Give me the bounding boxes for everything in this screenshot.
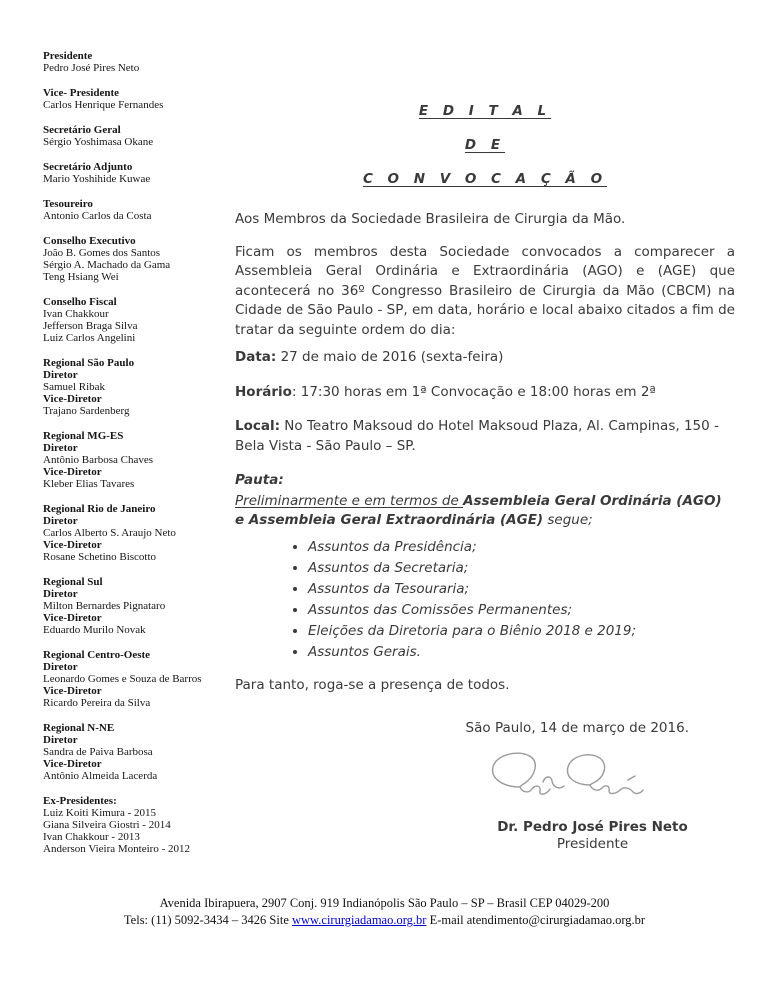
sidebar-group <box>43 124 233 148</box>
sidebar-role-label: Regional MG-ES <box>43 430 124 442</box>
footer-tel: Tels: (11) 5092-3434 – 3426 Site <box>123 913 292 927</box>
sidebar-group <box>43 430 233 490</box>
signature-area <box>480 745 660 805</box>
agenda-item: • Assuntos da Tesouraria; <box>308 579 735 599</box>
heading-text: D E <box>464 137 506 153</box>
agenda-intro <box>235 492 735 531</box>
sidebar-person-name: Mario Yoshihide Kuwae <box>43 173 151 185</box>
agenda-intro-bold: Assembleia Geral Ordinária (AGO) e Assembleia Geral Extraordinária (AGE) <box>235 492 722 528</box>
sidebar-group <box>43 161 233 185</box>
sidebar-person-name: Carlos Alberto S. Araujo Neto <box>43 527 176 539</box>
sidebar-role-label: Diretor <box>43 734 78 746</box>
sidebar-group <box>43 87 233 111</box>
location-label: Local: <box>235 418 281 434</box>
closing-line: Para tanto, roga-se a presença de todos. <box>235 676 510 693</box>
sidebar-person-name: Anderson Vieira Monteiro - 2012 <box>43 843 190 855</box>
sidebar-role-label: Diretor <box>43 515 78 527</box>
sidebar-role-label: Vice-Diretor <box>43 685 102 697</box>
footer-address: Avenida Ibirapuera, 2907 Conj. 919 Indianópolis São Paulo – SP – Brasil CEP 04029-200 <box>159 896 610 910</box>
sidebar-person-name: Samuel Ribak <box>43 381 106 393</box>
sidebar-person-name: Pedro José Pires Neto <box>43 62 140 74</box>
sidebar-role-label: Conselho Fiscal <box>43 296 117 308</box>
sidebar-role-label: Vice-Diretor <box>43 758 102 770</box>
signatory-name: Dr. Pedro José Pires Neto <box>497 818 688 835</box>
sidebar-group <box>43 503 233 563</box>
sidebar-person-name: Giana Silveira Giostri - 2014 <box>43 819 171 831</box>
footer-email: E-mail atendimento@cirurgiadamao.org.br <box>426 913 646 927</box>
agenda-heading: Pauta: <box>235 472 284 488</box>
sidebar-person-name: Ricardo Pereira da Silva <box>43 697 151 709</box>
footer-contacts <box>0 912 769 929</box>
sidebar-group <box>43 235 233 283</box>
notice-body <box>235 103 735 853</box>
sidebar-person-name: Antônio Almeida Lacerda <box>43 770 158 782</box>
sidebar-role-label: Tesoureiro <box>43 198 93 210</box>
sidebar-role-label: Presidente <box>43 50 93 62</box>
heading-line-1 <box>235 103 735 120</box>
sidebar-group <box>43 198 233 222</box>
sidebar-group <box>43 576 233 636</box>
time-field <box>235 383 735 403</box>
sidebar-person-name: Milton Bernardes Pignataro <box>43 600 166 612</box>
sidebar-person-name: Antônio Barbosa Chaves <box>43 454 153 466</box>
heading-line-3 <box>235 171 735 188</box>
heading-text: E D I T A L <box>418 103 552 119</box>
agenda-intro-tail: segue; <box>543 512 593 528</box>
sidebar-person-name: Kleber Elias Tavares <box>43 478 135 490</box>
date-field <box>235 348 735 368</box>
date-label: Data: <box>235 349 277 365</box>
sidebar-role-label: Regional São Paulo <box>43 357 135 369</box>
edital-heading <box>235 103 735 188</box>
signatory-block <box>450 819 735 853</box>
sidebar-group <box>43 795 233 855</box>
sidebar-role-label: Regional Sul <box>43 576 103 588</box>
heading-line-2 <box>235 137 735 154</box>
time-label: Horário <box>235 383 292 400</box>
salutation: Aos Membros da Sociedade Brasileira de Cirurgia da Mão. <box>235 211 626 227</box>
sidebar-group <box>43 296 233 344</box>
sidebar-role-label: Diretor <box>43 588 78 600</box>
date-value: 27 de maio de 2016 (sexta-feira) <box>276 349 504 365</box>
signature-image <box>480 745 660 805</box>
sidebar-role-label: Diretor <box>43 369 78 381</box>
intro-paragraph: Ficam os membros desta Sociedade convocados a comparecer a Assembleia Geral Ordinária e Extraordinária (AGO) e (AGE) que acontecerá no 36º Congresso Brasileiro de Cirurgia da Mão (CBCM) na Cidade de São Paulo - SP, em data, horário e local abaixo citados a fim de tratar da seguinte ordem do dia: <box>235 243 735 338</box>
sidebar-role-label: Vice-Diretor <box>43 466 102 478</box>
time-value: : 17:30 horas em 1ª Convocação e 18:00 horas em 2ª <box>291 383 656 400</box>
sidebar-role-label: Diretor <box>43 442 78 454</box>
sidebar-role-label: Diretor <box>43 661 78 673</box>
sidebar-person-name: Luiz Koiti Kimura - 2015 <box>43 807 157 819</box>
agenda-intro-underlined: Preliminarmente e em termos de <box>235 492 464 509</box>
agenda-item: • Assuntos das Comissões Permanentes; <box>308 600 735 620</box>
footer <box>0 895 769 929</box>
sidebar-role-label: Vice-Diretor <box>43 393 102 405</box>
sidebar-role-label: Regional N-NE <box>43 722 115 734</box>
sidebar-role-label: Ex-Presidentes: <box>43 795 117 807</box>
sidebar-group <box>43 357 233 417</box>
agenda-item: • Assuntos da Presidência; <box>308 537 735 557</box>
sidebar-person-name: Sandra de Paiva Barbosa <box>43 746 153 758</box>
sidebar-person-name: Rosane Schetino Biscotto <box>43 551 157 563</box>
sidebar-person-name: João B. Gomes dos Santos <box>43 247 161 259</box>
sidebar-person-name: Carlos Henrique Fernandes <box>43 99 164 111</box>
officers-sidebar <box>43 50 233 868</box>
sidebar-person-name: Sérgio Yoshimasa Okane <box>43 136 154 148</box>
sidebar-person-name: Antonio Carlos da Costa <box>43 210 152 222</box>
sidebar-group <box>43 722 233 782</box>
sidebar-role-label: Secretário Geral <box>43 124 121 136</box>
sidebar-role-label: Vice-Diretor <box>43 539 102 551</box>
agenda-list <box>235 537 735 662</box>
sidebar-role-label: Conselho Executivo <box>43 235 136 247</box>
signatory-title: Presidente <box>556 835 629 852</box>
agenda-item: • Assuntos Gerais. <box>308 642 735 662</box>
sidebar-person-name: Teng Hsiang Wei <box>43 271 119 283</box>
sidebar-person-name: Eduardo Murilo Novak <box>43 624 146 636</box>
website-link[interactable]: www.cirurgiadamao.org.br <box>292 913 427 927</box>
sidebar-role-label: Regional Rio de Janeiro <box>43 503 156 515</box>
sidebar-role-label: Vice- Presidente <box>43 87 120 99</box>
sidebar-person-name: Ivan Chakkour <box>43 308 109 320</box>
date-line: São Paulo, 14 de março de 2016. <box>465 720 689 736</box>
agenda-item: • Assuntos da Secretaria; <box>308 558 735 578</box>
sidebar-person-name: Ivan Chakkour - 2013 <box>43 831 140 843</box>
location-value: No Teatro Maksoud do Hotel Maksoud Plaza, Al. Campinas, 150 - Bela Vista - São Paulo – SP. <box>235 418 719 454</box>
sidebar-role-label: Vice-Diretor <box>43 612 102 624</box>
sidebar-role-label: Regional Centro-Oeste <box>43 649 151 661</box>
sidebar-role-label: Secretário Adjunto <box>43 161 133 173</box>
sidebar-person-name: Luiz Carlos Angelini <box>43 332 136 344</box>
sidebar-group <box>43 50 233 74</box>
sidebar-person-name: Leonardo Gomes e Souza de Barros <box>43 673 202 685</box>
agenda-item: • Eleições da Diretoria para o Biênio 2018 e 2019; <box>308 621 735 641</box>
sidebar-person-name: Sérgio A. Machado da Gama <box>43 259 171 271</box>
location-field <box>235 417 735 456</box>
sidebar-group <box>43 649 233 709</box>
sidebar-person-name: Trajano Sardenberg <box>43 405 130 417</box>
heading-text: C O N V O C A Ç Ã O <box>362 171 608 187</box>
sidebar-person-name: Jefferson Braga Silva <box>43 320 138 332</box>
